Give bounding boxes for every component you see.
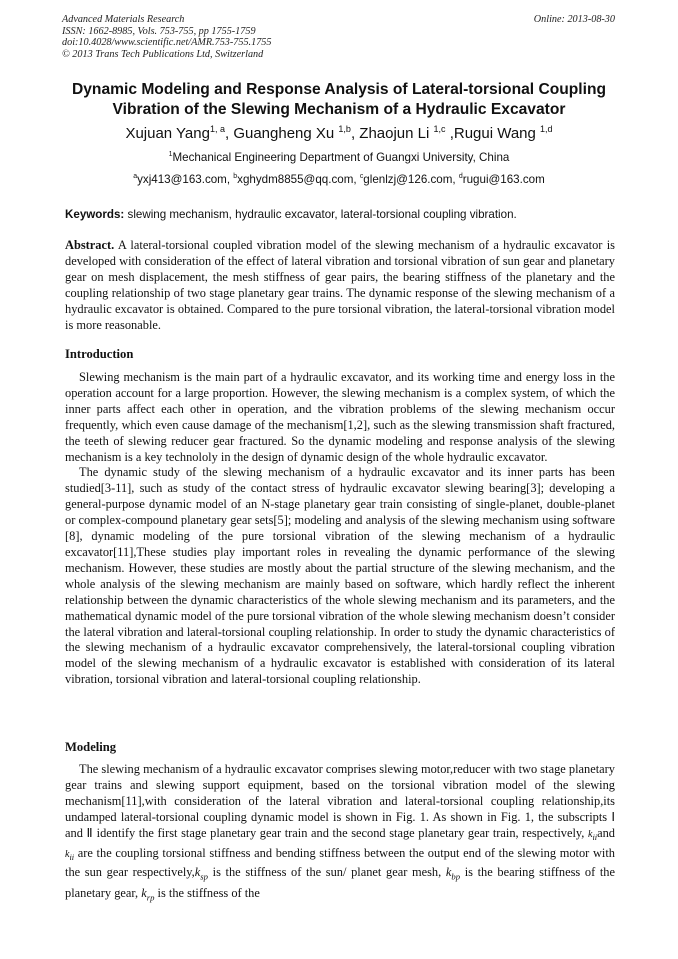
email-list: $^a$yxj413@163.com, $^b$xghydm8855@qq.com, $^c$glenlzj@126.com, $^d$rugui@163.com xyxy=(133,173,545,186)
affiliation xyxy=(40,151,638,164)
symbol-k-bp: $k_{bp}$ xyxy=(445,865,461,882)
abstract-paragraph xyxy=(65,238,615,333)
symbol-k-ii: $k_{ii}$ xyxy=(587,828,598,842)
introduction-heading: Introduction xyxy=(65,347,134,361)
modeling-text-a: The slewing mechanism of a hydraulic excavator comprises slewing motor,reducer with two stage planetary gear trains and slewing support equipment, based on the torsional vibration model of the slewing mechanism[11],with consideration of the lateral vibration and lateral-torsional coupling relationship,its undamped lateral-torsional coupling dynamic model is shown in Fig. 1. As shown in Fig. 1, the subscripts xyxy=(65,762,615,824)
abstract xyxy=(65,238,615,333)
email-sup: b xyxy=(233,173,238,181)
symbol-k-rp: $k_{rp}$ xyxy=(141,885,155,903)
title-line-1: Dynamic Modeling and Response Analysis of Lateral-torsional Coupling xyxy=(71,81,607,98)
author-name: Rugui Wang xyxy=(453,125,536,142)
symbol-k-ii-2: $k_{ii}$ xyxy=(65,848,75,862)
modeling-text-c: are the coupling torsional stiffness and bending stiffness between the output end of the slewing motor with the sun gear respectively, xyxy=(65,845,615,880)
paper-title xyxy=(40,80,638,120)
intro-paragraph-2: The dynamic study of the slewing mechanism of a hydraulic excavator and its inner parts has been studied[3-11], such as study of the contact stress of hydraulic excavator slewing bearing[3]; developing a general-purpose dynamic model of an N-stage planetary gear train consisting of single-planet, double-planet or complex-compound planetary gear sets[5]; modeling and analysis of the slewing mechanism using software [8], dynamic modeling of the pure torsional vibration of the slewing mechanism of a hydraulic excavator[11],These studies play important roles in revealing the dynamic performance of the slewing mechanism. However, these studies are mostly about the partial structure of the slewing mechanism, and the whole analysis of the slewing mechanism are mainly based on software, which hardly reflect the inherent relationship between the dynamic characteristics of the whole slewing mechanism and its parameters, and the mathematical dynamic model of the pure torsional vibration of the whole slewing mechanism doesn’t consider the lateral vibration and lateral-torsional coupling relationship. In order to study the dynamic characteristics of the slewing mechanism of a hydraulic excavator comprehensively, the lateral-torsional coupling vibration model of the slewing mechanism of a hydraulic excavator is established with consideration of its lateral vibration, torsional vibration and lateral-torsional coupling relationship. xyxy=(65,465,615,687)
email-sup: c xyxy=(359,173,364,181)
modeling-text-d: is the stiffness of the sun/ planet gear mesh, xyxy=(212,865,442,880)
email-sup: d xyxy=(458,173,463,181)
abstract-text: A lateral-torsional coupled vibration model of the slewing mechanism of a hydraulic excavator is developed with consideration of the effect of lateral vibration and torsional vibration of sun gear and planetary gear on mesh displacement, the mesh stiffness of gear pairs, the bearing stiffness of the planetary and the coupling relationship of two stage planetary gear trains. The dynamic response of the slewing mechanism of a hydraulic excavator is obtained. Compared to the pure torsional vibration, the lateral-torsional vibration model is more reasonable. xyxy=(65,238,615,332)
affiliation-text: Mechanical Engineering Department of Guangxi University, China xyxy=(172,151,510,164)
email-link[interactable]: glenlzj@126.com xyxy=(363,173,453,186)
keywords-text: slewing mechanism, hydraulic excavator, lateral-torsional coupling vibration. xyxy=(127,208,517,221)
doi-line: doi:10.4028/www.scientific.net/AMR.753-755.1755 xyxy=(62,37,272,49)
author-sup: 1,b xyxy=(338,124,351,134)
roman-one: Ⅰ xyxy=(611,809,615,824)
modeling-body xyxy=(65,762,615,906)
author-list: Xujuan Yang$^{1, a}$, Guangheng Xu $^{1,b}$, Zhaojun Li $^{1,c}$ ,Rugui Wang $^{1,d}$ xyxy=(125,124,553,142)
title-line-2: Vibration of the Slewing Mechanism of a Hydraulic Excavator xyxy=(112,101,566,118)
online-date: Online: 2013-08-30 xyxy=(533,14,615,25)
modeling-paragraph-1 xyxy=(65,762,615,906)
author-name: Guangheng Xu xyxy=(233,125,335,142)
introduction-body xyxy=(65,370,615,688)
symbol-k-sp: $k_{sp}$ xyxy=(194,865,208,882)
author-sup: 1, a xyxy=(209,124,225,134)
modeling-text-b: identify the first stage planetary gear train and the second stage planetary gear train, respectively, xyxy=(96,825,585,840)
modeling-and-2: and xyxy=(597,825,615,840)
modeling-text-e: is the bearing stiffness of the planetary gear, xyxy=(65,865,615,900)
modeling-and-1: and xyxy=(65,825,83,840)
journal-header xyxy=(62,14,271,60)
copyright-line: © 2013 Trans Tech Publications Ltd, Switzerland xyxy=(62,48,264,60)
modeling-heading: Modeling xyxy=(65,740,117,754)
abstract-label: Abstract. xyxy=(65,238,115,252)
keywords-label: Keywords: xyxy=(65,208,125,221)
roman-two: Ⅱ xyxy=(86,825,94,840)
author-name: Xujuan Yang xyxy=(125,125,210,142)
issn-line: ISSN: 1662-8985, Vols. 753-755, pp 1755-1759 xyxy=(62,25,256,37)
modeling-text-f: is the stiffness of the xyxy=(157,885,260,900)
author-name: Zhaojun Li xyxy=(359,125,430,142)
keywords xyxy=(65,208,517,221)
email-sup: a xyxy=(133,173,138,181)
intro-paragraph-1: Slewing mechanism is the main part of a hydraulic excavator, and its working time and energy loss in the operation account for a large proportion. However, the slewing mechanism is a complex system, of which the inner parts affect each other in operation, and the vibration problems of the slewing mechanism occur frequently, which even cause damage of the mechanism[1,2], such as the slewing transmission shaft fractured, the teeth of slewing reducer gear fractured. So the dynamic modeling and response analysis of the slewing mechanism is a key technololy in the design of dynamic design of the whole hydraulic excavator. xyxy=(65,370,615,464)
affiliation-sup: 1 xyxy=(168,151,173,159)
email-link[interactable]: rugui@163.com xyxy=(462,173,545,186)
email-link[interactable]: xghydm8855@qq.com xyxy=(237,173,354,186)
journal-name: Advanced Materials Research xyxy=(62,14,185,25)
author-sup: 1,c xyxy=(433,124,446,134)
author-sup: 1,d xyxy=(540,124,553,134)
email-link[interactable]: yxj413@163.com xyxy=(137,173,227,186)
